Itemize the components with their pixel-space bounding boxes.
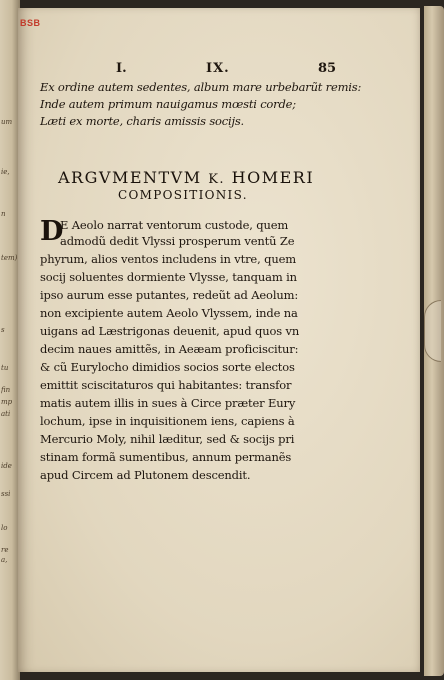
body-line: matis autem illis in sues à Circe præter Eury [40,396,296,410]
running-head: IX. [206,61,230,76]
body-line: & cũ Eurylocho dimidios socios sorte electos [40,360,295,374]
body-line: E Aeolo narrat ventorum custode, quem [60,218,289,232]
page-header [18,61,420,75]
margin-fragment: re [1,546,9,554]
heading-word: ARGVMENTVM [58,168,202,187]
verse-line: Læti ex morte, charis amissis socijs. [40,114,244,128]
body-line: ipso aurum esse putantes, redeũt ad Aeolum: [40,288,299,302]
verse-line: Ex ordine autem sedentes, album mare urbebarũt remis: [40,80,362,94]
argument-subheading: COMPOSITIONIS. [118,188,248,202]
body-line: stinam formã sumentibus, annum permanẽs [40,450,292,464]
body-line: non excipiente autem Aeolo Vlyssem, inde na [40,306,298,320]
signature-mark: I. [116,61,127,76]
margin-fragment: fin [1,386,11,394]
body-line: lochum, ipse in inquisitionem iens, capiens à [40,414,295,428]
facing-page-edge [0,0,20,680]
margin-fragment: tu [1,364,9,372]
margin-fragment: um [1,118,13,126]
margin-fragment: ide [1,462,12,470]
body-line: apud Circem ad Plutonem descendit. [40,468,251,482]
body-line: socij soluentes dormiente Vlysse, tanquam in [40,270,297,284]
drop-capital: D [40,216,64,247]
body-line: emittit sciscitaturos qui habitantes: transfor [40,378,292,392]
margin-fragment: s [1,326,5,334]
verse-line: Inde autem primum nauigamus mœsti corde; [40,97,296,111]
body-line: Mercurio Moly, nihil læditur, sed & socijs pri [40,432,295,446]
margin-fragment: a, [1,556,8,564]
book-clasp [424,300,441,362]
body-line: decim naues amittẽs, in Aeæam proficiscitur: [40,342,299,356]
margin-fragment: mp [1,398,13,406]
margin-fragment: ati [1,410,11,418]
heading-book-letter: K. [208,172,226,187]
margin-fragment: tem) [1,254,18,262]
heading-word: HOMERI [231,168,315,187]
body-line: admodũ dedit Vlyssi prosperum ventũ Ze [60,234,295,248]
book-page [18,8,420,672]
argument-heading [58,168,358,187]
margin-fragment: n [1,210,6,218]
folio-number: 85 [318,61,337,76]
body-line: phyrum, alios ventos includens in vtre, quem [40,252,296,266]
library-watermark: BSB [20,18,41,28]
margin-fragment: ssi [1,490,11,498]
margin-fragment: ie, [1,168,10,176]
margin-fragment: lo [1,524,8,532]
body-line: uigans ad Læstrigonas deuenit, apud quos vn [40,324,300,338]
